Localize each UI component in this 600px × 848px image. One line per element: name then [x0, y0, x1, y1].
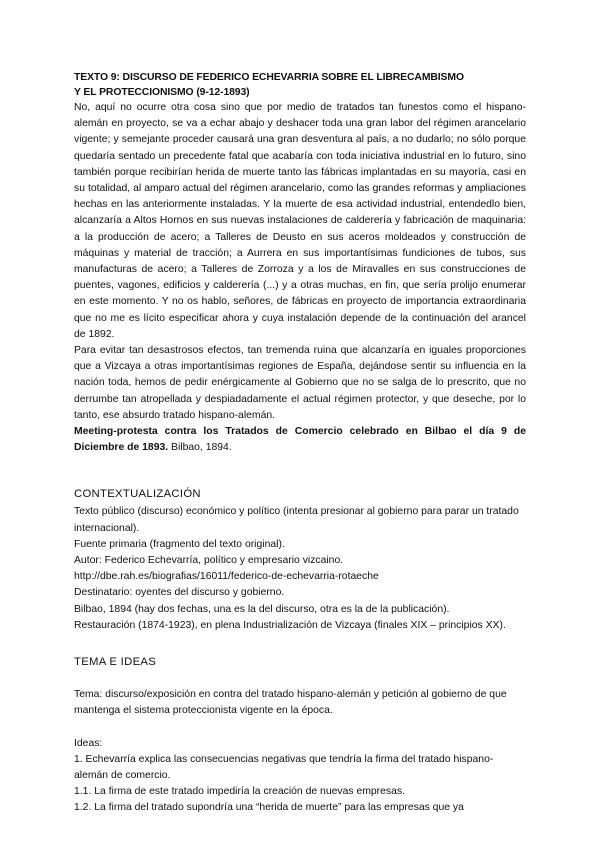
idea-item: 1.1. La firma de este tratado impediría la creación de nuevas empresas.: [74, 786, 405, 798]
ideas-block: [74, 736, 526, 817]
context-line: Texto público (discurso) económico y político (intenta presionar al gobierno para parar un tratado internacional).: [74, 506, 519, 534]
tema-ideas-heading: TEMA E IDEAS: [74, 656, 157, 669]
document-content: [74, 70, 526, 817]
context-line: Fuente primaria (fragmento del texto original).: [74, 538, 285, 550]
ideas-label: Ideas:: [74, 737, 103, 749]
text-paragraph-2: Para evitar tan desastrosos efectos, tan tremenda ruina que alcanzaría en iguales proporciones que a Vizcaya a otras importantísimas regiones de España, dejándose sentir su influencia en la nación toda, hemos de pedir enérgicamente al Gobierno que no se salga de lo prescrito, que no derrumbe tan atropellada y despiadadamente el actual régimen protector, y que deseche, por lo tanto, ese absurdo tratado hispano-alemán.: [74, 345, 526, 421]
text-paragraph-1: No, aquí no ocurre otra cosa sino que por medio de tratados tan funestos como el hispano-alemán en proyecto, se va a echar abajo y deshacer toda una gran labor del régimen arancelario vigente; y semejante proceder causará una gran desventura al país, a no dudarlo; no sólo porque quedaría sentado un precedente fatal que acabaría con toda iniciativa industrial en lo futuro, sino también porque recibirían herida de muerte tanto las fábricas implantadas en su mayoría, casi en su totalidad, al amparo actual del régimen arancelario, como las grandes reformas y ampliaciones hechas en las anteriormente instaladas. Y la muerte de esa actividad industrial, entendedlo bien, alcanzaría a Altos Hornos en sus nuevas instalaciones de calderería y fabricación de maquinaria: a la producción de acero; a Talleres de Deusto en sus aceros moldeados y construcción de máquinas y material de tracción; a Aurrera en sus importantísimas fundiciones de tubos, sus manufacturas de acero; a Talleres de Zorroza y a los de Miravalles en sus construcciones de puentes, vagones, edificios y calderería (...) y a otras muchas, en fin, que sería prolijo enumerar en este momento. Y no os hablo, señores, de fábricas en proyecto de importancia extraordinaria que no me es lícito especificar ahora y cuya instalación depende de la continuación del arancel de 1892.: [74, 102, 526, 340]
citation-rest: Bilbao, 1894.: [168, 442, 232, 454]
document-title: [74, 70, 526, 100]
source-citation: [74, 424, 526, 456]
context-line: Destinatario: oyentes del discurso y gobierno.: [74, 587, 285, 599]
idea-item: 1.2. La firma del tratado supondría una “herida de muerte” para las empresas que ya: [74, 802, 464, 814]
tema-text: Tema: discurso/exposición en contra del tratado hispano-alemán y petición al gobierno de que mantenga el sistema proteccionista vigente en la época.: [74, 689, 507, 717]
title-line-1: TEXTO 9: DISCURSO DE FEDERICO ECHEVARRIA SOBRE EL LIBRECAMBISMO: [74, 72, 464, 83]
contextualizacion-block: [74, 504, 526, 634]
title-line-2: Y EL PROTECCIONISMO (9-12-1893): [74, 87, 250, 98]
context-line: Restauración (1874-1923), en plena Industrialización de Vizcaya (finales XIX – principios XX).: [74, 619, 506, 631]
context-link: http://dbe.rah.es/biografias/16011/federico-de-echevarria-rotaeche: [74, 571, 379, 583]
context-line: Autor: Federico Echevarría, político y empresario vizcaino.: [74, 555, 344, 567]
context-line: Bilbao, 1894 (hay dos fechas, una es la del discurso, otra es la de la publicación).: [74, 603, 450, 615]
citation-bold: Meeting-protesta contra los Tratados de Comercio celebrado en Bilbao el día 9 de Diciembre de 1893.: [74, 426, 526, 454]
idea-item: 1. Echevarría explica las consecuencias negativas que tendría la firma del tratado hispano-alemán de comercio.: [74, 753, 494, 781]
contextualizacion-heading: CONTEXTUALIZACIÓN: [74, 488, 201, 501]
